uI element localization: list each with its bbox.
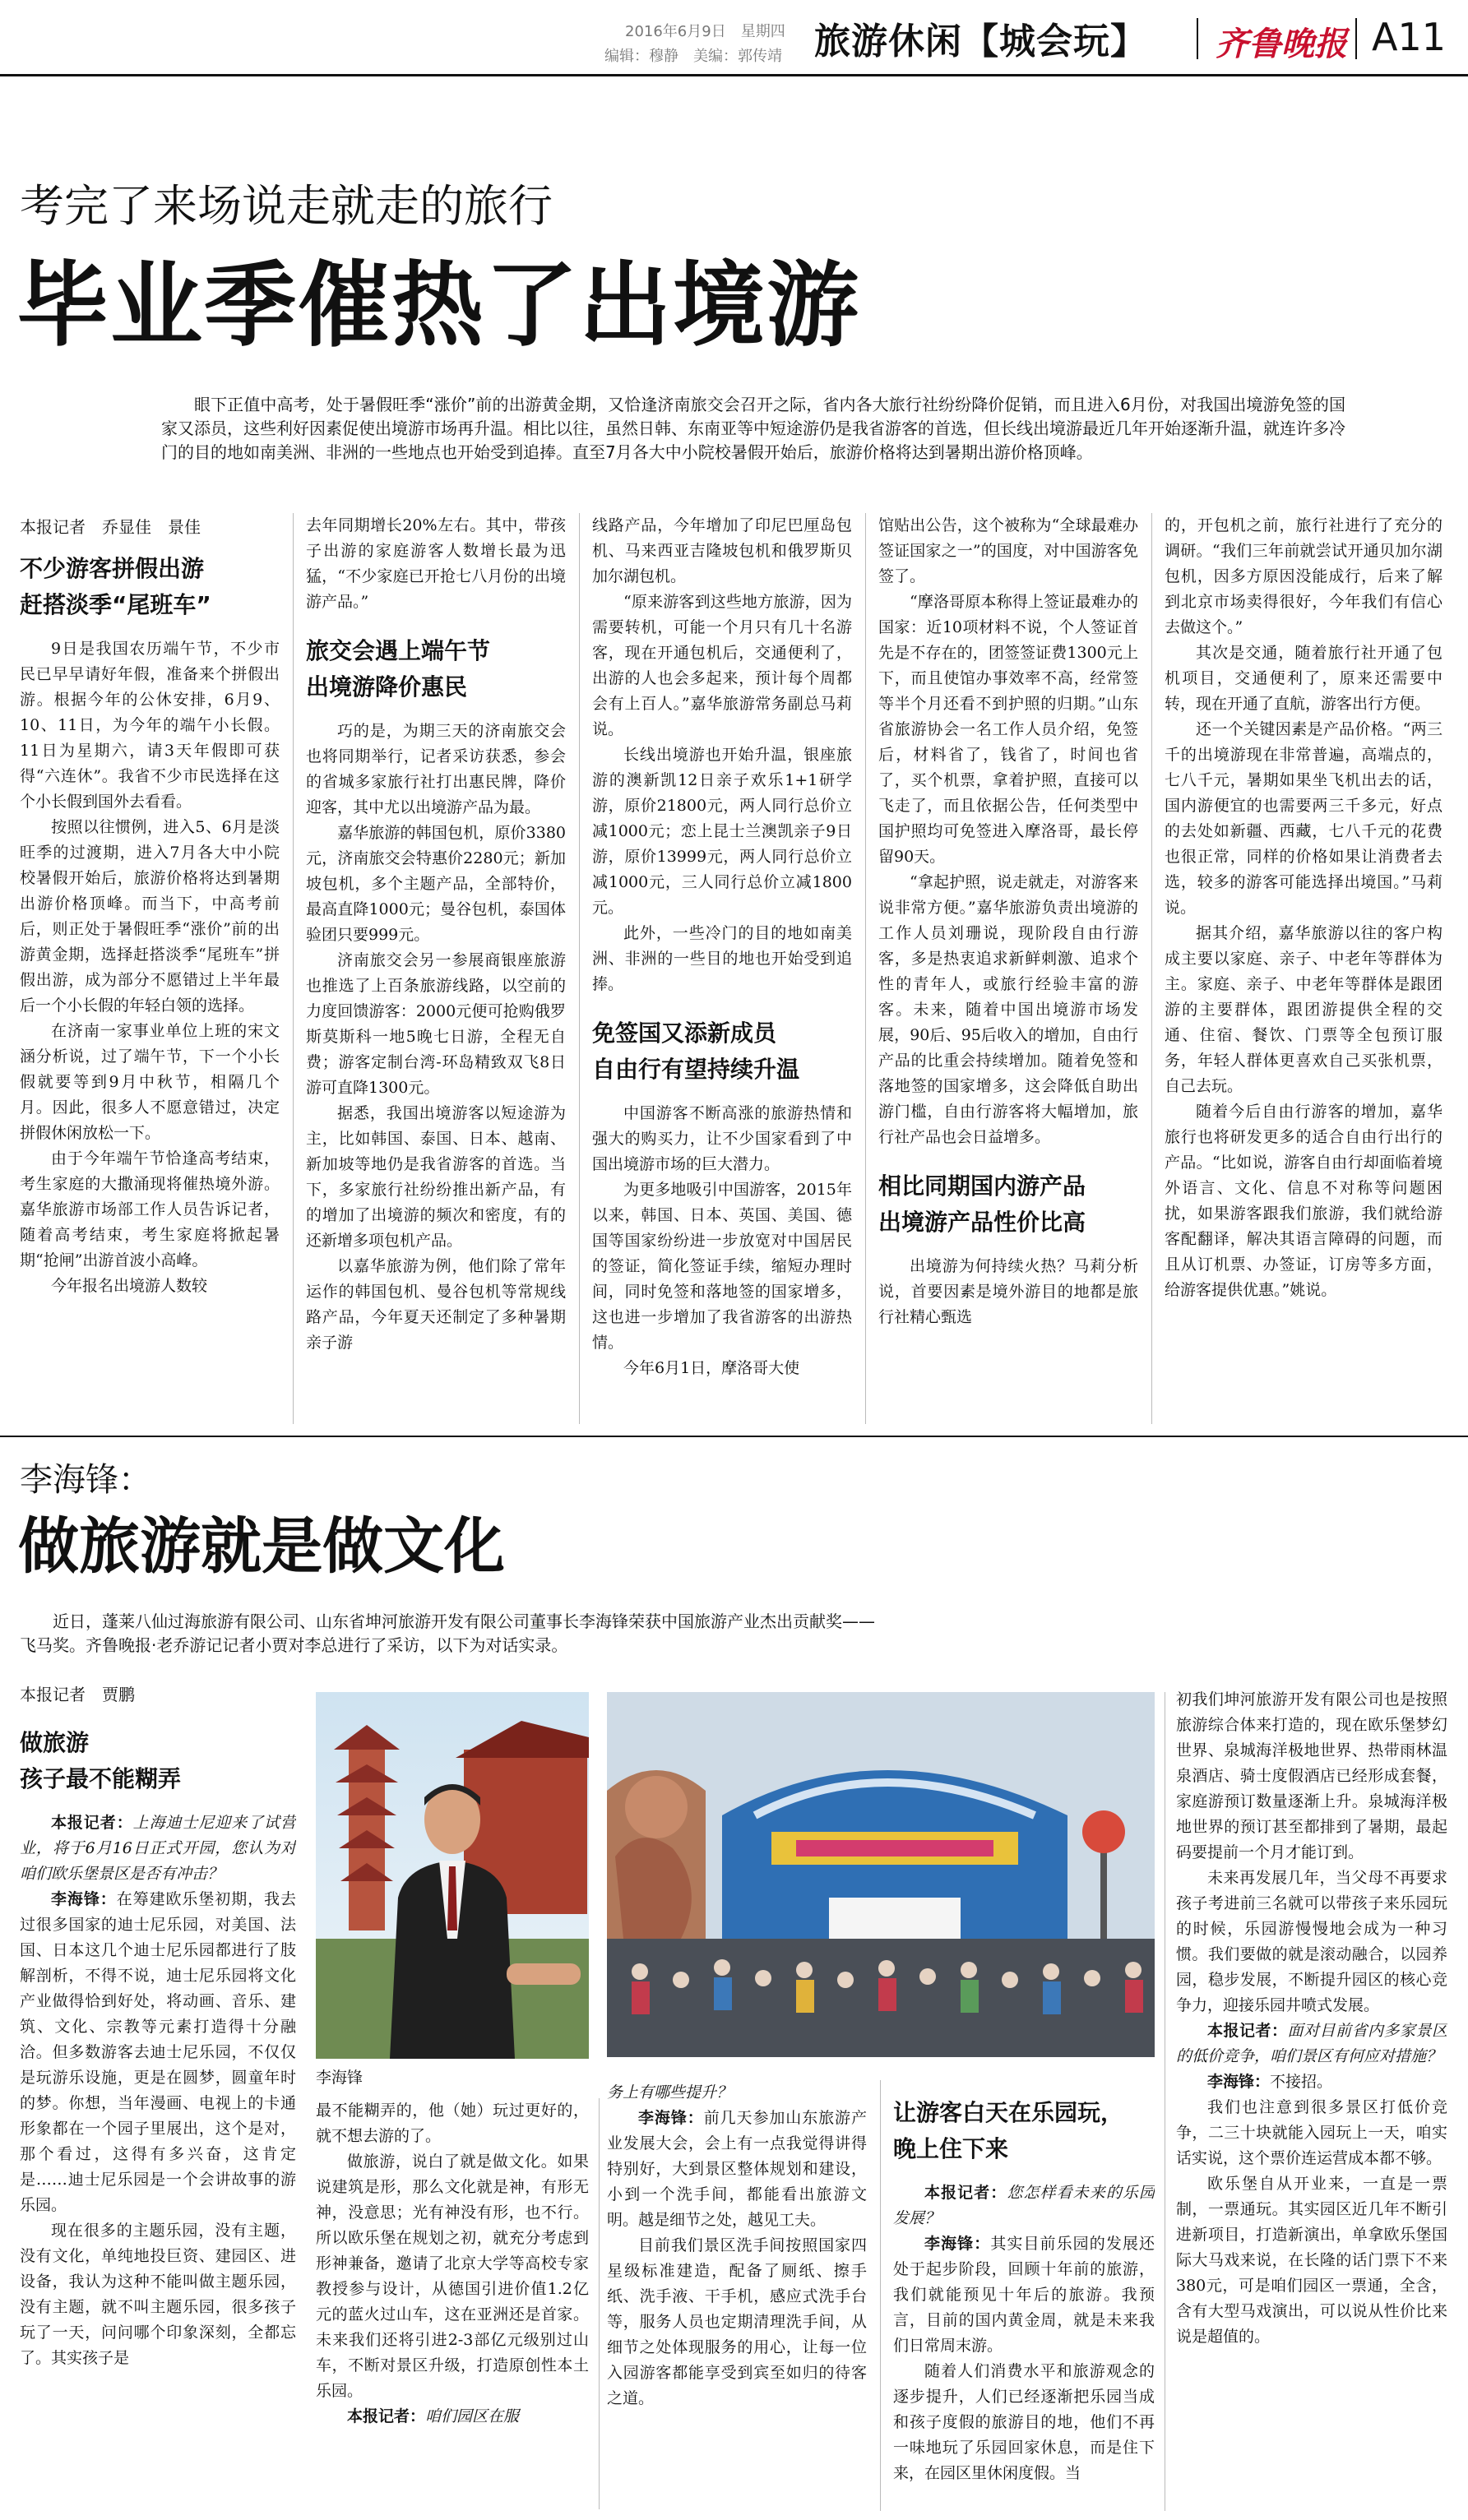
col-divider bbox=[599, 2098, 600, 2509]
paragraph: 为更多地吸引中国游客，2015年以来，韩国、日本、英国、美国、德国等国家纷纷进一步放宽对中国居民的签证，简化签证手续，缩短办理时间，同时免签和落地签的国家增多，这也进一步增加了我省游客的出游热情。 bbox=[592, 1181, 852, 1352]
paragraph bbox=[1176, 2095, 1447, 2171]
speaker-label: 李海锋： bbox=[1207, 2073, 1271, 2091]
question-paragraph bbox=[607, 2080, 867, 2106]
speaker-label: 李海锋： bbox=[924, 2235, 991, 2253]
paragraph: 随着今后自由行游客的增加，嘉华旅行也将研发更多的适合自由行出行的产品。“比如说，游客自由行却面临着境外语言、文化、信息不对称等问题困扰，如果游客跟我们旅游，我们就给游客配翻译，解决其语言障碍的问题，而且从订机票、办签证，订房等多方面，给游客提供优惠。”姚说。 bbox=[1165, 1103, 1443, 1299]
article1-byline: 本报记者 乔显佳 景佳 bbox=[20, 517, 201, 537]
paragraph: 今年6月1日，摩洛哥大使 bbox=[623, 1359, 800, 1377]
paragraph: 去年同期增长20%左右。其中，带孩子出游的家庭游客人数增长最为迅猛，“不少家庭已开抢七八月份的出境游产品。” bbox=[306, 516, 566, 611]
article2-col3-body bbox=[607, 2080, 867, 2411]
article2-col1-body bbox=[20, 1810, 296, 2371]
article2-lead: 近日，蓬莱八仙过海旅游有限公司、山东省坤河旅游开发有限公司董事长李海锋荣获中国旅游产业杰出贡献奖——飞马奖。齐鲁晚报·老乔游记记者小贾对李总进行了采访，以下为对话实录。 bbox=[20, 1611, 875, 1655]
paragraph-text: 在筹建欧乐堡初期，我去过很多国家的迪士尼乐园，对美国、法国、日本这几个迪士尼乐园都进行了肢解剖析，不得不说，迪士尼乐园将文化产业做得恰到好处，将动画、音乐、建筑、文化、宗教等元素打造得十分融洽。但多数游客去迪士尼乐园，不仅仅是玩游乐设施，更是在圆梦，圆童年时的梦。你想，当年漫画、电视上的卡通形象都在一个园子里展出，这个是对，那个看过，这得有多兴奋，这肯定是……迪士尼乐园是一个会讲故事的游乐园。 bbox=[20, 1890, 296, 2214]
paragraph bbox=[316, 2149, 589, 2404]
issue-date: 2016年6月9日 星期四 bbox=[625, 23, 785, 40]
paragraph: 线路产品，今年增加了印尼巴厘岛包机、马来西亚吉隆坡包机和俄罗斯贝加尔湖包机。 bbox=[592, 516, 852, 585]
article2-col2-body bbox=[316, 2098, 589, 2430]
paragraph: 按照以往惯例，进入5、6月是淡旺季的过渡期，进入7月各大中小院校暑假开始后，旅游价格将达到暑期出游价格顶峰。而当下，中高考前后，则正处于暑假旺季“涨价”前的出游黄金期，选择赶搭淡季“尾班车”拼假出游，成为部分不愿错过上半年最后一个小长假的年轻白领的选择。 bbox=[20, 818, 280, 1015]
article1-col3-body-a bbox=[592, 513, 852, 997]
paragraph-text: 上海迪士尼迎来了试营业，将于6月16日正式开园，您认为对咱们欧乐堡景区是否有冲击？ bbox=[20, 1814, 296, 1883]
article2-col5-body bbox=[1176, 1687, 1447, 2350]
article2-kicker: 李海锋： bbox=[20, 1461, 151, 1499]
article1-col4-body-a bbox=[878, 513, 1138, 1150]
answer-paragraph bbox=[893, 2231, 1155, 2359]
masthead-divider-1 bbox=[1197, 18, 1198, 59]
answer-paragraph bbox=[607, 2106, 867, 2233]
paragraph: 嘉华旅游的韩国包机，原价3380元，济南旅交会特惠价2280元；新加坡包机，多个主题产品，全部特价，最高直降1000元；曼谷包机，泰国体验团只要999元。 bbox=[306, 824, 566, 944]
article1-column-4 bbox=[878, 513, 1138, 1424]
article1-col2-body-a bbox=[306, 513, 566, 615]
article2-column-5 bbox=[1176, 1687, 1447, 2511]
paragraph: 还一个关键因素是产品价格。“两三千的出境游现在非常普遍，高端点的，七八千元，暑期如果坐飞机出去的话，国内游便宜的也需要两三千多元，好点的去处如新疆、西藏，七八千元的花费也很正常，同样的价格如果让消费者去选，较多的游客可能选择出境国。”马莉说。 bbox=[1165, 720, 1443, 917]
paragraph-text: 其实目前乐园的发展还处于起步阶段，回顾十年前的旅游，我们就能预见十年后的旅游。我预言，目前的国内黄金周，就是未来我们日常周末游。 bbox=[893, 2235, 1155, 2355]
masthead-rule bbox=[0, 74, 1468, 76]
article1-column-3 bbox=[592, 513, 852, 1424]
question-paragraph bbox=[20, 1810, 296, 1887]
paragraph-text: 务上有哪些提升？ bbox=[607, 2083, 733, 2102]
paragraph-text: 目前我们景区洗手间按照国家四星级标准建造，配备了厕纸、擦手纸、洗手液、干手机，感应式洗手台等，服务人员也定期清理洗手间，从细节之处体现服务的用心，让每一位入园游客都能享受到宾至如归的待客之道。 bbox=[607, 2236, 867, 2407]
paragraph bbox=[316, 2098, 589, 2149]
paragraph-text: 您怎样看未来的乐园发展？ bbox=[893, 2184, 1155, 2227]
paragraph-text: 咱们园区在服 bbox=[425, 2407, 520, 2425]
paragraph: 据悉，我国出境游客以短途游为主，比如韩国、泰国、日本、越南、新加坡等地仍是我省游客的首选。当下，多家旅行社纷纷推出新产品，有的增加了出境游的频次和密度，有的还新增多项包机产品。 bbox=[306, 1104, 566, 1250]
col-divider bbox=[1151, 513, 1152, 1424]
section-title: 旅游休闲【城会玩】 bbox=[814, 21, 1147, 62]
article2-column-4 bbox=[893, 2080, 1155, 2511]
paragraph: 此外，一些冷门的目的地如南美洲、非洲的一些目的地也开始受到追捧。 bbox=[592, 924, 852, 993]
paragraph: 据其介绍，嘉华旅游以往的客户构成主要以家庭、亲子、中老年等群体为主。家庭、亲子、中老年等群体是跟团游的主要群体，跟团游提供全程的交通、住宿、餐饮、门票等全包预订服务，年轻人群体更喜欢自己买张机票，自己去玩。 bbox=[1165, 924, 1443, 1095]
article1-subhead-4: 相比同期国内游产品 出境游产品性价比高 bbox=[878, 1172, 1086, 1236]
paragraph: 以嘉华旅游为例，他们除了常年运作的韩国包机、曼谷包机等常规线路产品，今年夏天还制定了多种暑期亲子游 bbox=[306, 1257, 566, 1352]
portrait-photo-image bbox=[316, 1692, 589, 2059]
article1-subhead-2: 旅交会遇上端午节 出境游降价惠民 bbox=[306, 637, 491, 701]
article1-column-5 bbox=[1165, 513, 1443, 1424]
article1-col5-body bbox=[1165, 513, 1443, 1303]
paragraph: 9日是我国农历端午节，不少市民已早早请好年假，准备来个拼假出游。根据今年的公休安排，6月9、10、11日，为今年的端午小长假。11日为星期六，请3天年假即可获得“六连休”。我省不少市民选择在这个小长假到国外去看看。 bbox=[20, 640, 280, 811]
col-divider bbox=[293, 513, 294, 1424]
article2-byline: 本报记者 贾鹏 bbox=[20, 1685, 135, 1704]
speaker-label: 李海锋： bbox=[51, 1890, 117, 1908]
paragraph bbox=[20, 2218, 296, 2371]
paper-logo: 齐鲁晚报 bbox=[1216, 25, 1347, 63]
col-divider bbox=[880, 2080, 881, 2511]
article1-col3-body-b bbox=[592, 1101, 852, 1381]
paragraph: “摩洛哥原本称得上签证最难办的国家：近10项材料不说，个人签证首先是不存在的，团签签证费1300元上下，而且使馆办事效率不高，经常签等半个月还看不到护照的归期。”山东省旅游协会一名工作人员介绍，免签后，材料省了，钱省了，时间也省了，买个机票，拿着护照，直接可以飞走了，而且依据公告，任何类型中国护照均可免签进入摩洛哥，最长停留90天。 bbox=[878, 593, 1138, 866]
park-crowd-photo bbox=[607, 1692, 1155, 2057]
park-crowd-photo-image bbox=[607, 1692, 1155, 2057]
paragraph bbox=[1176, 2171, 1447, 2350]
paragraph bbox=[893, 2359, 1155, 2486]
paragraph bbox=[1176, 1866, 1447, 2018]
article1-col1-body bbox=[20, 636, 280, 1299]
question-paragraph bbox=[893, 2180, 1155, 2231]
article1-column-1 bbox=[20, 513, 280, 1424]
article1-kicker: 考完了来场说走就走的旅行 bbox=[20, 180, 553, 232]
col-divider bbox=[865, 513, 866, 1424]
paragraph-text: 未来再发展几年，当父母不再要求孩子考进前三名就可以带孩子来乐园玩的时候，乐园游慢慢地会成为一种习惯。我们要做的就是滚动融合，以园养园，稳步发展，不断提升园区的核心竞争力，迎接乐园井喷式发展。 bbox=[1176, 1869, 1447, 2014]
paragraph bbox=[607, 2233, 867, 2411]
paragraph-text: 随着人们消费水平和旅游观念的逐步提升，人们已经逐渐把乐园当成和孩子度假的旅游目的地，他们不再一味地玩了乐园回家休息，而是住下来，在园区里休闲度假。当 bbox=[893, 2362, 1155, 2482]
paragraph-text: 最不能糊弄的，他（她）玩过更好的，就不想去游的了。 bbox=[316, 2102, 589, 2145]
col-divider bbox=[579, 513, 580, 1424]
paragraph: 今年报名出境游人数较 bbox=[51, 1277, 208, 1295]
article2-column-3 bbox=[607, 2080, 867, 2511]
paragraph: 的，开包机之前，旅行社进行了充分的调研。“我们三年前就尝试开通贝加尔湖包机，因多方原因没能成行，后来了解到北京市场卖得很好，今年我们有信心去做这个。” bbox=[1165, 516, 1443, 636]
paragraph-text: 现在很多的主题乐园，没有主题，没有文化，单纯地投巨资、建园区、进设备，我认为这种不能叫做主题乐园，没有主题，就不叫主题乐园，很多孩子玩了一天，问问哪个印象深刻，全都忘了。其实孩子是 bbox=[20, 2222, 296, 2367]
article1-subhead-3: 免签国又添新成员 自由行有望持续升温 bbox=[592, 1020, 800, 1083]
paragraph: “拿起护照，说走就走，对游客来说非常方便。”嘉华旅游负责出境游的工作人员刘珊说，现阶段自由行游客，多是热衷追求新鲜刺激、追求个性的青年人，或旅行经验丰富的游客。未来，随着中国出境游市场发展，90后、95后收入的增加，自由行产品的比重会持续增加。随着免签和落地签的国家增多，这会降低自助出游门槛，自由行游客将大幅增加，旅行社产品也会日益增多。 bbox=[878, 873, 1138, 1146]
paragraph-text: 前几天参加山东旅游产业发展大会，会上有一点我觉得讲得特别好，大到景区整体规划和建设，小到一个洗手间，都能看出旅游文明。越是细节之处，越见工夫。 bbox=[607, 2109, 867, 2229]
question-paragraph bbox=[316, 2404, 589, 2430]
paragraph: 长线出境游也开始升温，银座旅游的澳新凯12日亲子欢乐1+1研学游，原价21800元，两人同行总价立减1000元；恋上昆士兰澳凯亲子9日游，原价13999元，两人同行总价立减1000元，三人同行总价立减1800元。 bbox=[592, 746, 852, 917]
speaker-label: 本报记者： bbox=[924, 2184, 1007, 2202]
paragraph-text: 做旅游，说白了就是做文化。如果说建筑是形，那么文化就是神，有形无神，没意思；光有神没有形，也不行。所以欧乐堡在规划之初，就充分考虑到形神兼备，邀请了北京大学等高校专家教授参与设计，从德国引进价值1.2亿元的蓝火过山车，这在亚洲还是首家。未来我们还将引进2-3部亿元级别过山车，不断对景区升级，打造原创性本土乐园。 bbox=[316, 2152, 589, 2400]
article1-subhead-1: 不少游客拼假出游 赶搭淡季“尾班车” bbox=[20, 555, 211, 618]
paragraph-text: 欧乐堡自从开业来，一直是一票制，一票通玩。其实园区近几年不断引进新项目，打造新演出，单拿欧乐堡国际大马戏来说，在长隆的话门票下不来380元，可是咱们园区一票通，全含，含有大型马戏演出，可以说从性价比来说是超值的。 bbox=[1176, 2175, 1447, 2346]
paragraph: 在济南一家事业单位上班的宋文涵分析说，过了端午节，下一个小长假就要等到9月中秋节，相隔几个月。因此，很多人不愿意错过，决定拼假休闲放松一下。 bbox=[20, 1022, 280, 1142]
masthead-divider-2 bbox=[1355, 18, 1357, 59]
portrait-photo bbox=[316, 1692, 589, 2059]
paragraph: 其次是交通，随着旅行社开通了包机项目，交通便利了，原来还需要中转，现在开通了直航，游客出行方便。 bbox=[1165, 644, 1443, 713]
speaker-label: 本报记者： bbox=[1207, 2022, 1288, 2040]
page-number: A11 bbox=[1372, 15, 1447, 59]
paragraph bbox=[1176, 1687, 1447, 1866]
article2-column-1 bbox=[20, 1681, 296, 2511]
article2-subhead-2: 让游客白天在乐园玩， 晚上住下来 bbox=[893, 2099, 1124, 2162]
article2-subhead-1: 做旅游 孩子最不能糊弄 bbox=[20, 1729, 182, 1792]
answer-paragraph bbox=[20, 1887, 296, 2218]
paragraph: 巧的是，为期三天的济南旅交会也将同期举行，记者采访获悉，参会的省城多家旅行社打出惠民牌，降价迎客，其中尤以出境游产品为最。 bbox=[306, 722, 566, 816]
paragraph: 中国游客不断高涨的旅游热情和强大的购买力，让不少国家看到了中国出境游市场的巨大潜力。 bbox=[592, 1104, 852, 1173]
answer-paragraph bbox=[1176, 2069, 1447, 2095]
article-separator-rule bbox=[0, 1436, 1468, 1437]
editors-credit: 编辑：穆静 美编：郭传靖 bbox=[604, 48, 782, 65]
article1-col2-body-b bbox=[306, 719, 566, 1356]
paragraph: 由于今年端午节恰逢高考结束，考生家庭的大撒涌现将催热境外游。嘉华旅游市场部工作人员告诉记者，随着高考结束，考生家庭将掀起暑期“抢闸”出游首波小高峰。 bbox=[20, 1149, 280, 1269]
article2-column-2 bbox=[316, 2098, 589, 2511]
article1-headline: 毕业季催热了出境游 bbox=[16, 252, 860, 359]
article1-col4-body-b bbox=[878, 1254, 1138, 1330]
speaker-label: 李海锋： bbox=[638, 2109, 704, 2127]
article2-col4-body bbox=[893, 2180, 1155, 2486]
speaker-label: 本报记者： bbox=[51, 1814, 133, 1832]
paragraph: “原来游客到这些地方旅游，因为需要转机，可能一个月只有几十名游客，现在开通包机后，交通便利了，出游的人也会多起来，预计每个周都会有上百人。”嘉华旅游常务副总马莉说。 bbox=[592, 593, 852, 738]
portrait-caption: 李海锋 bbox=[316, 2069, 364, 2087]
paragraph: 济南旅交会另一参展商银座旅游也推选了上百条旅游线路，以空前的力度回馈游客：2000元便可抢购俄罗斯莫斯科一地5晚七日游，全程无自费；游客定制台湾-环岛精致双飞8日游可直降1300元。 bbox=[306, 951, 566, 1097]
paragraph-text: 我们也注意到很多景区打低价竞争，二三十块就能入园玩上一天，咱实话实说，这个票价连运营成本都不够。 bbox=[1176, 2098, 1447, 2167]
paragraph: 馆贴出公告，这个被称为“全球最难办签证国家之一”的国度，对中国游客免签了。 bbox=[878, 516, 1138, 585]
article2-headline: 做旅游就是做文化 bbox=[18, 1511, 505, 1582]
paragraph-text: 初我们坤河旅游开发有限公司也是按照旅游综合体来打造的，现在欧乐堡梦幻世界、泉城海洋极地世界、热带雨林温泉酒店、骑士度假酒店已经形成套餐，家庭游预订数量逐渐上升。泉城海洋极地世界的预订甚至都排到了暑期，最起码要提前一个月才能订到。 bbox=[1176, 1690, 1447, 1861]
article1-column-2 bbox=[306, 513, 566, 1424]
question-paragraph bbox=[1176, 2018, 1447, 2069]
paragraph-text: 面对目前省内多家景区的低价竞争，咱们景区有何应对措施？ bbox=[1176, 2022, 1447, 2065]
article1-lead: 眼下正值中高考，处于暑假旺季“涨价”前的出游黄金期，又恰逢济南旅交会召开之际，省内各大旅行社纷纷降价促销，而且进入6月份，对我国出境游免签的国家又添员，这些利好因素促使出境游市场再升温。相比以往，虽然日韩、东南亚等中短途游仍是我省游客的首选，但长线出境游最近几年开始逐渐升温，就连许多冷门的目的地如南美洲、非洲的一些地点也开始受到追捧。直至7月各大中小院校暑假开始后，旅游价格将达到暑期出游价格顶峰。 bbox=[161, 395, 1345, 462]
paragraph-text: 不接招。 bbox=[1270, 2073, 1333, 2091]
speaker-label: 本报记者： bbox=[347, 2407, 426, 2425]
masthead bbox=[0, 0, 1468, 74]
paragraph: 出境游为何持续火热？马莉分析说，首要因素是境外游目的地都是旅行社精心甄选 bbox=[878, 1257, 1138, 1326]
